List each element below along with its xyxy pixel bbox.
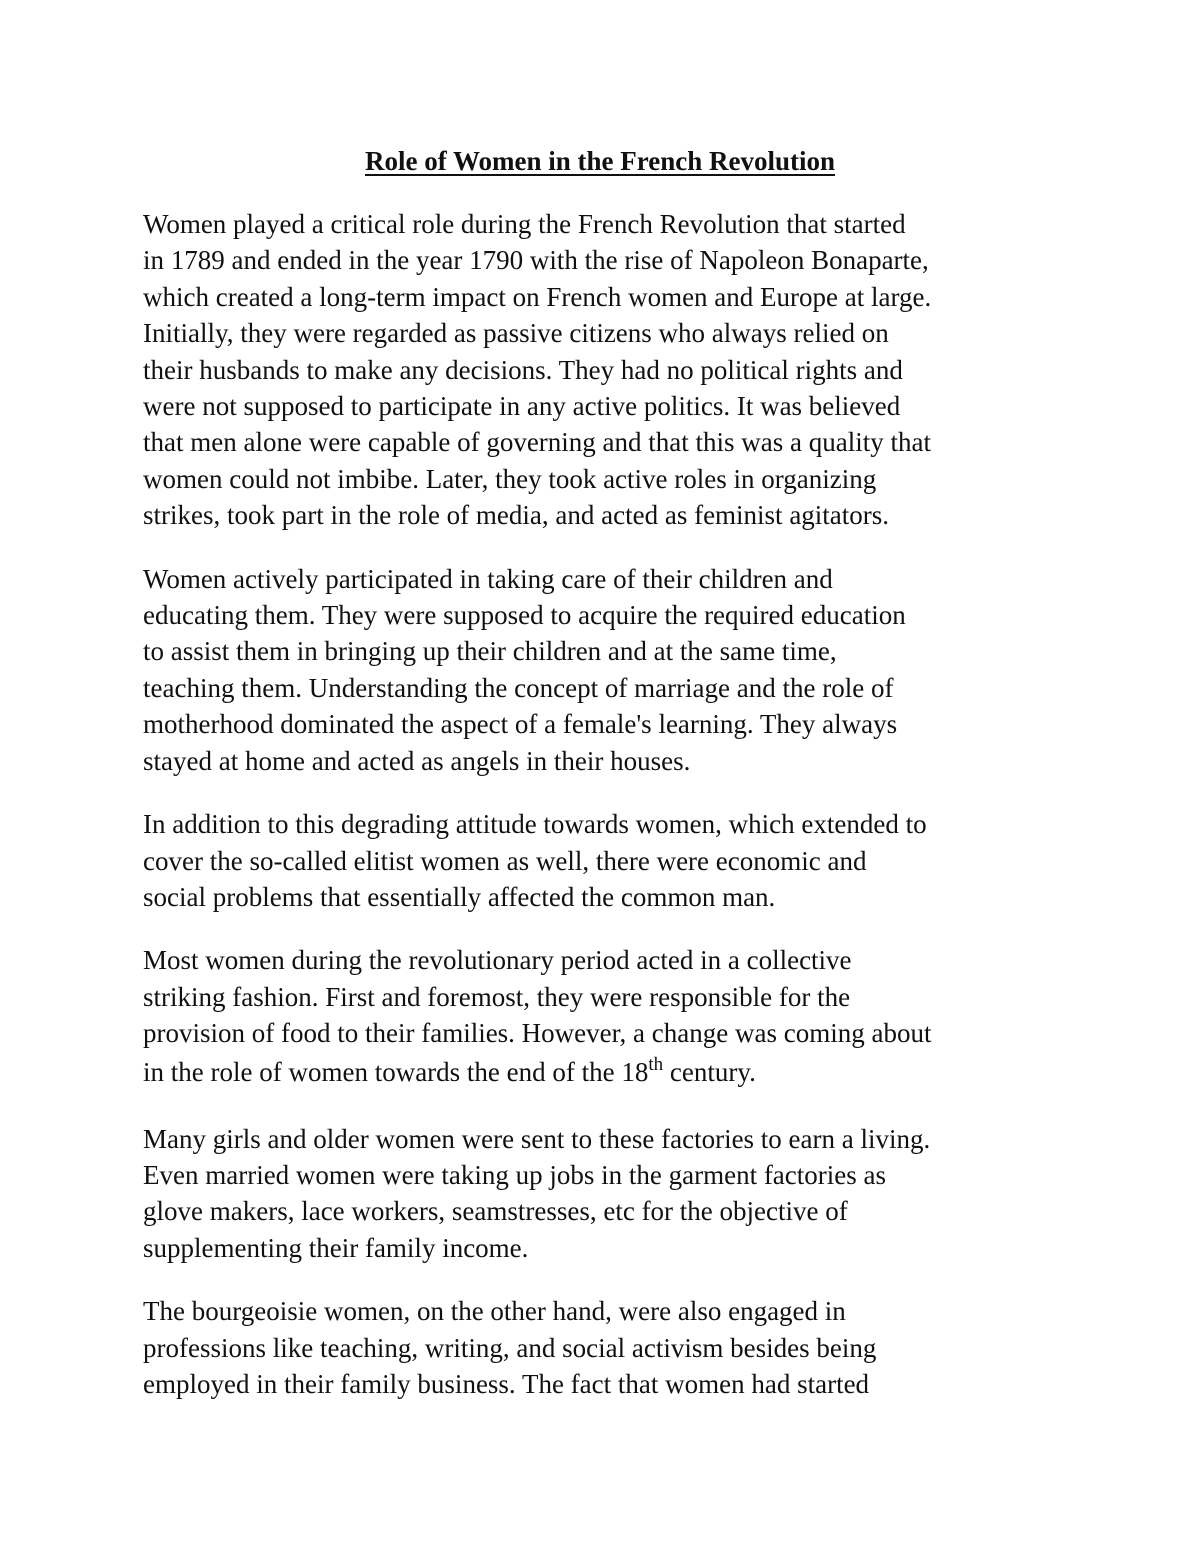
text-line: motherhood dominated the aspect of a female's learning. They always: [143, 709, 898, 740]
text-segment: in the role of women towards the end of the 18: [143, 1056, 649, 1087]
text-line: In addition to this degrading attitude towards women, which extended to: [143, 809, 927, 840]
text-line: provision of food to their families. However, a change was coming about: [143, 1018, 932, 1049]
text-line: strikes, took part in the role of media, and acted as feminist agitators.: [143, 500, 890, 531]
paragraph-6: [143, 1293, 1103, 1402]
document-body: [143, 206, 1103, 1429]
document-title: [0, 143, 1200, 179]
text-line: supplementing their family income.: [143, 1232, 529, 1263]
paragraph-2: [143, 561, 1103, 779]
text-line: women could not imbibe. Later, they took active roles in organizing: [143, 463, 877, 494]
paragraph-1: [143, 206, 1103, 534]
text-line: Most women during the revolutionary period acted in a collective: [143, 945, 852, 976]
text-line-with-superscript: [143, 1050, 1103, 1094]
text-line: which created a long-term impact on French women and Europe at large.: [143, 281, 932, 312]
text-line: Many girls and older women were sent to these factories to earn a living.: [143, 1123, 931, 1154]
text-line: that men alone were capable of governing and that this was a quality that: [143, 427, 931, 458]
text-line: cover the so-called elitist women as well, there were economic and: [143, 845, 867, 876]
text-line: their husbands to make any decisions. They had no political rights and: [143, 354, 903, 385]
text-line: Women actively participated in taking care of their children and: [143, 563, 833, 594]
paragraph-3: [143, 806, 1103, 915]
text-line: in 1789 and ended in the year 1790 with the rise of Napoleon Bonaparte,: [143, 245, 929, 276]
text-line: teaching them. Understanding the concept of marriage and the role of: [143, 672, 894, 703]
text-line: were not supposed to participate in any active politics. It was believed: [143, 391, 901, 422]
text-line: Women played a critical role during the French Revolution that started: [143, 209, 906, 239]
text-line: employed in their family business. The fact that women had started: [143, 1368, 870, 1399]
text-segment: century.: [663, 1056, 756, 1087]
text-line: to assist them in bringing up their children and at the same time,: [143, 636, 837, 667]
text-line: Even married women were taking up jobs in the garment factories as: [143, 1159, 887, 1190]
document-title-text: Role of Women in the French Revolution: [365, 146, 835, 176]
text-line: glove makers, lace workers, seamstresses, etc for the objective of: [143, 1196, 848, 1227]
text-line: educating them. They were supposed to acquire the required education: [143, 600, 906, 631]
text-line: striking fashion. First and foremost, they were responsible for the: [143, 981, 851, 1012]
paragraph-5: [143, 1121, 1103, 1267]
text-line: The bourgeoisie women, on the other hand, were also engaged in: [143, 1296, 846, 1327]
text-line: professions like teaching, writing, and social activism besides being: [143, 1332, 877, 1363]
text-line: social problems that essentially affected the common man.: [143, 881, 776, 912]
ordinal-superscript: th: [648, 1053, 664, 1075]
paragraph-4: [143, 942, 1103, 1093]
text-line: stayed at home and acted as angels in their houses.: [143, 745, 691, 776]
text-line: Initially, they were regarded as passive citizens who always relied on: [143, 318, 889, 349]
